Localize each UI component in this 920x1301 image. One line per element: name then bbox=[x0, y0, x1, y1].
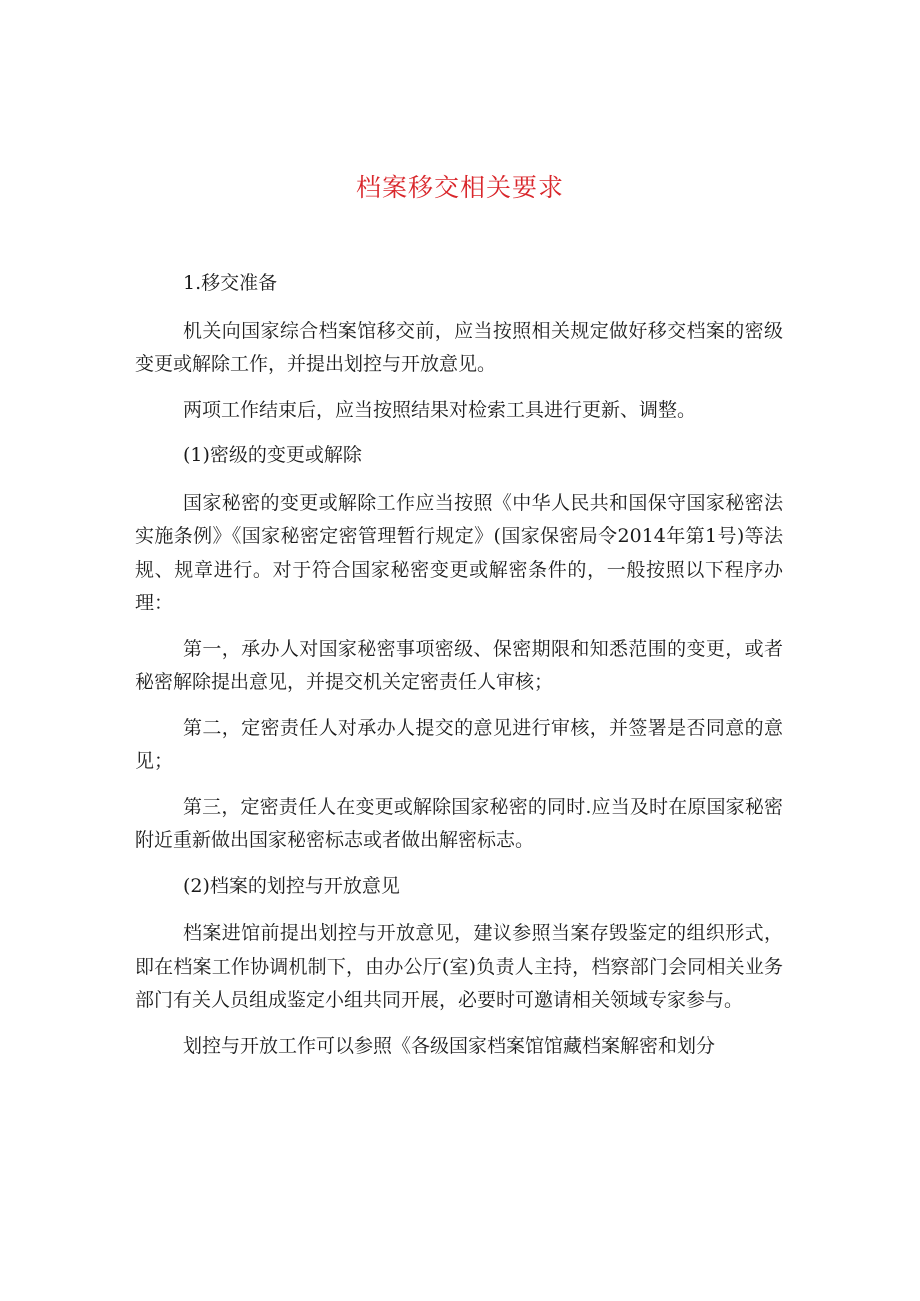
paragraph: 机关向国家综合档案馆移交前，应当按照相关规定做好移交档案的密级变更或解除工作，并提出划控与开放意见。 bbox=[135, 319, 783, 375]
paragraph: 第三，定密责任人在变更或解除国家秘密的同时.应当及时在原国家秘密附近重新做出国家秘密标志或者做出解密标志。 bbox=[135, 795, 783, 851]
paragraph: 划控与开放工作可以参照《各级国家档案馆馆藏档案解密和划分 bbox=[183, 1034, 716, 1057]
paragraph: 第一，承办人对国家秘密事项密级、保密期限和知悉范围的变更，或者秘密解除提出意见，并提交机关定密责任人审核； bbox=[135, 637, 783, 693]
subsection-heading-classification: (1)密级的变更或解除 bbox=[183, 444, 362, 466]
paragraph: 国家秘密的变更或解除工作应当按照《中华人民共和国保守国家秘密法实施条例》《国家秘密定密管理暂行规定》(国家保密局令2014年第1号)等法规、规章进行。对于符合国家秘密变更或解密条件的，一般按照以下程序办理： bbox=[135, 491, 783, 614]
subsection-heading-access-control: (2)档案的划控与开放意见 bbox=[183, 874, 400, 897]
paragraph: 两项工作结束后，应当按照结果对检索工具进行更新、调整。 bbox=[183, 398, 697, 421]
document-title: 档案移交相关要求 bbox=[355, 173, 564, 202]
paragraph: 档案进馆前提出划控与开放意见，建议参照当案存毁鉴定的组织形式，即在档案工作协调机制下，由办公厅(室)负责人主持，档察部门会同相关业务部门有关人员组成鉴定小组共同开展，必要时可邀请相关领域专家参与。 bbox=[135, 922, 783, 1011]
paragraph: 第二，定密责任人对承办人提交的意见进行审核，并签署是否同意的意见； bbox=[135, 716, 783, 772]
section-heading-transfer-preparation: 1.移交准备 bbox=[183, 272, 278, 294]
document-body bbox=[135, 267, 783, 1075]
